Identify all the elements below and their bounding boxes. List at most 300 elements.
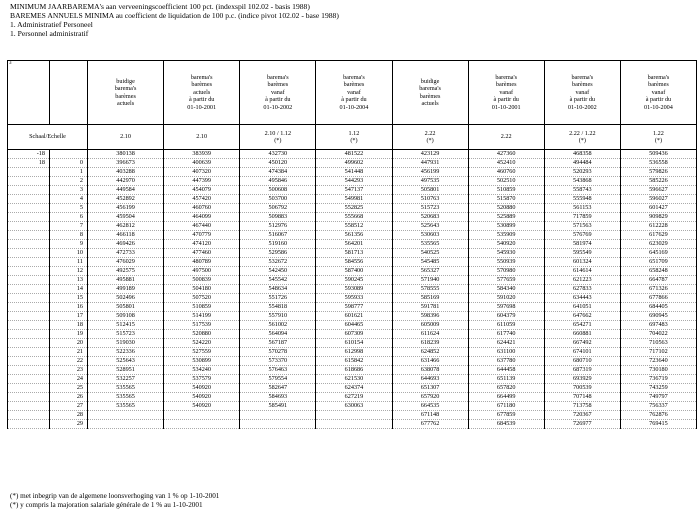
col-header-line: vanaf: [499, 88, 514, 96]
salary-cell: 591020: [468, 293, 544, 302]
salary-cell: 525889: [468, 212, 544, 221]
salary-cell: 664499: [468, 392, 544, 401]
salary-cell: 500839: [164, 275, 240, 284]
step-cell: 14: [50, 284, 88, 293]
col-header-line: barèmes: [267, 81, 289, 89]
salary-cell: 540920: [164, 383, 240, 392]
grade-cell: [8, 338, 50, 347]
salary-cell: 561153: [544, 203, 620, 212]
salary-cell: 690945: [620, 311, 696, 320]
salary-cell: 558743: [544, 185, 620, 194]
step-cell: 15: [50, 293, 88, 302]
salary-cell: 495846: [240, 176, 316, 185]
col-header-line: barema's: [571, 73, 594, 81]
salary-cell: 664787: [620, 275, 696, 284]
salary-cell: 736719: [620, 374, 696, 383]
step-cell: 25: [50, 383, 88, 392]
salary-cell: 544293: [316, 176, 392, 185]
step-cell: 9: [50, 239, 88, 248]
salary-cell: 591781: [392, 302, 468, 311]
salary-cell: 647662: [544, 311, 620, 320]
grade-cell: [8, 347, 50, 356]
salary-cell: 597698: [468, 302, 544, 311]
col-header-line: barema's: [190, 73, 213, 81]
table-row: [8, 248, 697, 257]
salary-cell: 595933: [316, 293, 392, 302]
schaal-note: (*): [274, 137, 282, 144]
schaal-value: [392, 125, 468, 150]
salary-cell: 720367: [544, 410, 620, 419]
table-row: [8, 356, 697, 365]
salary-cell: 618239: [392, 338, 468, 347]
salary-cell: 598396: [392, 311, 468, 320]
step-cell: 23: [50, 365, 88, 374]
salary-cell: 503700: [240, 194, 316, 203]
salary-cell: 618686: [316, 365, 392, 374]
salary-cell: 472733: [88, 248, 164, 257]
salary-cell: 497500: [164, 266, 240, 275]
salary-cell: 644458: [468, 365, 544, 374]
table-row: [8, 374, 697, 383]
salary-cell: 510763: [392, 194, 468, 203]
salary-cell: 677762: [392, 419, 468, 428]
grade-cell: [8, 374, 50, 383]
table-row: [8, 167, 697, 176]
salary-cell: 684539: [468, 419, 544, 428]
salary-table: [7, 60, 697, 429]
col-header-line: barema's: [114, 85, 137, 92]
salary-cell: 638078: [392, 365, 468, 374]
salary-cell: 449584: [88, 185, 164, 194]
salary-cell: 500608: [240, 185, 316, 194]
salary-cell: 576769: [544, 230, 620, 239]
salary-cell: 532257: [88, 374, 164, 383]
grade-cell: [8, 239, 50, 248]
schaal-number: 1.22: [653, 129, 664, 137]
grade-cell: [8, 320, 50, 329]
salary-cell: 624852: [392, 347, 468, 356]
salary-cell: 492575: [88, 266, 164, 275]
table-row: [8, 401, 697, 410]
salary-cell: 743259: [620, 383, 696, 392]
salary-cell: 519030: [88, 338, 164, 347]
col-header-line: barema's: [647, 73, 670, 81]
col-header-line: 01-10-2002: [567, 103, 597, 111]
salary-cell: 593089: [316, 284, 392, 293]
col-header: [392, 61, 468, 125]
grade-cell: [8, 257, 50, 266]
salary-cell: 540525: [392, 248, 468, 257]
grade-cell: [8, 212, 50, 221]
col-header-line: 01-10-2004: [339, 103, 369, 111]
salary-cell: 515723: [392, 203, 468, 212]
table-row: [8, 266, 697, 275]
grade-cell: [8, 329, 50, 338]
salary-cell: 627833: [544, 284, 620, 293]
salary-cell: 495881: [88, 275, 164, 284]
salary-cell: 442970: [88, 176, 164, 185]
col-header-line: 01-10-2004: [644, 103, 673, 111]
corner-cell: [8, 61, 50, 125]
salary-cell: 403288: [88, 167, 164, 176]
salary-cell: [240, 419, 316, 428]
salary-cell: 514199: [164, 311, 240, 320]
salary-cell: 540920: [468, 239, 544, 248]
salary-cell: 481522: [316, 150, 392, 159]
salary-cell: [316, 410, 392, 419]
salary-cell: 693929: [544, 374, 620, 383]
col-header-line: barèmes: [191, 81, 212, 89]
grade-cell: [8, 194, 50, 203]
step-cell: 27: [50, 401, 88, 410]
table-row: [8, 365, 697, 374]
grade-cell: [8, 383, 50, 392]
col-header-line: à partir du: [265, 96, 291, 104]
salary-cell: 631466: [392, 356, 468, 365]
grade-cell: [8, 302, 50, 311]
salary-cell: 611059: [468, 320, 544, 329]
grade-cell: [8, 176, 50, 185]
col-header: [240, 61, 316, 125]
table-row: [8, 194, 697, 203]
salary-cell: 452892: [88, 194, 164, 203]
schaal-number: 2.10 / 1.12: [264, 129, 292, 137]
step-cell: 20: [50, 338, 88, 347]
col-header-line: vanaf: [575, 88, 590, 96]
salary-cell: 383939: [164, 150, 240, 159]
col-header-line: barèmes: [343, 81, 365, 89]
salary-cell: 554818: [240, 302, 316, 311]
salary-cell: 595549: [544, 248, 620, 257]
salary-cell: 582647: [240, 383, 316, 392]
salary-cell: 621530: [316, 374, 392, 383]
salary-cell: 532672: [240, 257, 316, 266]
salary-cell: 697483: [620, 320, 696, 329]
table-row: [8, 419, 697, 428]
salary-cell: 506792: [240, 203, 316, 212]
salary-cell: 579826: [620, 167, 696, 176]
step-cell: 29: [50, 419, 88, 428]
schaal-note: (*): [654, 137, 663, 144]
salary-cell: 509883: [240, 212, 316, 221]
col-header-line: vanaf: [651, 88, 666, 96]
salary-cell: 570980: [468, 266, 544, 275]
salary-cell: [240, 410, 316, 419]
col-header-line: 01-10-2001: [187, 103, 217, 111]
table-row: [8, 185, 697, 194]
salary-cell: 466118: [88, 230, 164, 239]
salary-cell: 470779: [164, 230, 240, 239]
schaal-value: [240, 125, 316, 150]
salary-cell: 499602: [316, 158, 392, 167]
footnote-nl: (*) met inbegrip van de algemene loonsverhoging van 1 % op 1-10-2001: [10, 492, 220, 500]
salary-cell: 571563: [544, 221, 620, 230]
salary-cell: [164, 419, 240, 428]
salary-cell: 605009: [392, 320, 468, 329]
step-cell: 7: [50, 221, 88, 230]
salary-cell: 520293: [544, 167, 620, 176]
table-row: [8, 239, 697, 248]
salary-cell: 552825: [316, 203, 392, 212]
salary-cell: 555948: [544, 194, 620, 203]
salary-cell: 631100: [468, 347, 544, 356]
salary-cell: 657820: [468, 383, 544, 392]
salary-cell: 407320: [164, 167, 240, 176]
salary-cell: 611624: [392, 329, 468, 338]
salary-cell: 624421: [468, 338, 544, 347]
document-header: [10, 2, 339, 38]
salary-cell: 535565: [88, 383, 164, 392]
table-row: [8, 329, 697, 338]
salary-cell: 687319: [544, 365, 620, 374]
salary-cell: 601324: [544, 257, 620, 266]
salary-cell: 680710: [544, 356, 620, 365]
grade-cell: [8, 230, 50, 239]
step-cell: 16: [50, 302, 88, 311]
salary-cell: 581713: [316, 248, 392, 257]
schaal-value: [164, 125, 240, 150]
salary-cell: 456199: [392, 167, 468, 176]
col-header-line: à partir du: [645, 96, 672, 104]
schaal-value: [88, 125, 164, 150]
salary-cell: 460760: [164, 203, 240, 212]
salary-cell: 624374: [316, 383, 392, 392]
salary-cell: 604379: [468, 311, 544, 320]
table-row: [8, 221, 697, 230]
step-cell: 13: [50, 275, 88, 284]
salary-cell: 610154: [316, 338, 392, 347]
salary-cell: 474384: [240, 167, 316, 176]
step-cell: 24: [50, 374, 88, 383]
salary-cell: 427360: [468, 150, 544, 159]
salary-cell: 558512: [316, 221, 392, 230]
salary-cell: 557910: [240, 311, 316, 320]
salary-cell: 684405: [620, 302, 696, 311]
step-cell: 19: [50, 329, 88, 338]
salary-cell: 909829: [620, 212, 696, 221]
step-cell: 6: [50, 212, 88, 221]
salary-cell: 545930: [468, 248, 544, 257]
salary-cell: 545485: [392, 257, 468, 266]
table-row: [8, 275, 697, 284]
table-row: [8, 338, 697, 347]
grade-cell: -18: [8, 150, 50, 159]
salary-cell: 612228: [620, 221, 696, 230]
salary-cell: 459504: [88, 212, 164, 221]
title-nl: MINIMUM JAARBAREMA's aan verveeningscoefficient 100 pct. (indexspil 102.02 - basis 1988): [10, 2, 310, 11]
schaal-note: (*): [350, 137, 358, 144]
salary-cell: 464099: [164, 212, 240, 221]
salary-cell: 543868: [544, 176, 620, 185]
schaal-label: Schaal/Echelle: [8, 125, 88, 150]
step-cell: [50, 150, 88, 159]
footnote-fr: (*) y compris la majoration salariale générale de 1 % au 1-10-2001: [10, 501, 203, 509]
grade-cell: [8, 419, 50, 428]
salary-cell: 497535: [392, 176, 468, 185]
salary-cell: 519160: [240, 239, 316, 248]
salary-cell: 522336: [88, 347, 164, 356]
table-row: [8, 257, 697, 266]
salary-cell: 542450: [240, 266, 316, 275]
table-row: [8, 311, 697, 320]
salary-cell: 545542: [240, 275, 316, 284]
salary-cell: 535565: [88, 392, 164, 401]
salary-cell: 540920: [164, 392, 240, 401]
salary-cell: 658248: [620, 266, 696, 275]
table-row: [8, 383, 697, 392]
salary-cell: 651709: [620, 257, 696, 266]
table-row: [8, 392, 697, 401]
col-header: [88, 61, 164, 125]
salary-cell: 769415: [620, 419, 696, 428]
column-header-row: [8, 61, 697, 125]
salary-cell: 517539: [164, 320, 240, 329]
salary-cell: 525643: [392, 221, 468, 230]
grade-cell: [8, 185, 50, 194]
col-header-line: 01-10-2001: [491, 103, 521, 111]
salary-cell: 456199: [88, 203, 164, 212]
salary-cell: 541448: [316, 167, 392, 176]
salary-cell: 634443: [544, 293, 620, 302]
salary-cell: 555668: [316, 212, 392, 221]
section-fr: 1. Personnel administratif: [10, 29, 89, 38]
salary-cell: 601621: [316, 311, 392, 320]
corner-mark: 3: [9, 61, 12, 66]
salary-cell: 713758: [544, 401, 620, 410]
col-header: [620, 61, 696, 125]
salary-cell: 510859: [468, 185, 544, 194]
step-cell: 22: [50, 356, 88, 365]
grade-cell: [8, 410, 50, 419]
schaal-number: 2.10: [120, 133, 131, 141]
salary-cell: 509108: [88, 311, 164, 320]
table-row: [8, 302, 697, 311]
salary-cell: 548634: [240, 284, 316, 293]
salary-cell: 535565: [392, 239, 468, 248]
grade-cell: [8, 293, 50, 302]
col-header: [164, 61, 240, 125]
grade-cell: [8, 356, 50, 365]
salary-cell: 515870: [468, 194, 544, 203]
step-cell: 3: [50, 185, 88, 194]
salary-cell: 467440: [164, 221, 240, 230]
schaal-number: 2.22: [424, 129, 436, 137]
salary-cell: 502510: [468, 176, 544, 185]
col-header: [316, 61, 392, 125]
salary-cell: 396673: [88, 158, 164, 167]
salary-cell: 494484: [544, 158, 620, 167]
table-row: [8, 150, 697, 159]
salary-cell: 512415: [88, 320, 164, 329]
salary-cell: 551726: [240, 293, 316, 302]
salary-cell: 524220: [164, 338, 240, 347]
col-header-line: barèmes: [572, 81, 593, 89]
salary-cell: 637780: [468, 356, 544, 365]
salary-cell: 630063: [316, 401, 392, 410]
step-cell: 0: [50, 158, 88, 167]
grade-cell: [8, 167, 50, 176]
step-cell: 1: [50, 167, 88, 176]
salary-cell: 540920: [164, 401, 240, 410]
salary-cell: 502496: [88, 293, 164, 302]
col-header-line: barèmes: [115, 92, 136, 100]
salary-cell: 536558: [620, 158, 696, 167]
table-row: [8, 320, 697, 329]
salary-cell: 534240: [164, 365, 240, 374]
col-header: [468, 61, 544, 125]
salary-cell: 530899: [468, 221, 544, 230]
salary-cell: 730180: [620, 365, 696, 374]
step-cell: 8: [50, 230, 88, 239]
salary-cell: 520880: [468, 203, 544, 212]
schaal-number: 1.12: [348, 129, 360, 137]
step-cell: 26: [50, 392, 88, 401]
grade-cell: [8, 248, 50, 257]
salary-cell: 520880: [164, 329, 240, 338]
table-row: [8, 176, 697, 185]
col-header-line: buidige: [116, 77, 135, 85]
salary-cell: 700539: [544, 383, 620, 392]
salary-cell: 499189: [88, 284, 164, 293]
salary-cell: 477460: [164, 248, 240, 257]
step-cell: 17: [50, 311, 88, 320]
salary-cell: 707148: [544, 392, 620, 401]
salary-cell: 462812: [88, 221, 164, 230]
salary-cell: 525643: [88, 356, 164, 365]
grade-cell: [8, 266, 50, 275]
schaal-value: [468, 125, 544, 150]
salary-cell: 564201: [316, 239, 392, 248]
salary-cell: 717102: [620, 347, 696, 356]
salary-cell: 579554: [240, 374, 316, 383]
schaal-number: 2.22: [500, 133, 512, 141]
salary-cell: 654271: [544, 320, 620, 329]
salary-cell: 527559: [164, 347, 240, 356]
step-cell: 21: [50, 347, 88, 356]
step-cell: 5: [50, 203, 88, 212]
salary-cell: 380138: [88, 150, 164, 159]
salary-cell: 749797: [620, 392, 696, 401]
salary-cell: 510859: [164, 302, 240, 311]
salary-cell: [164, 410, 240, 419]
salary-cell: 604465: [316, 320, 392, 329]
salary-cell: 596627: [620, 185, 696, 194]
salary-cell: 447931: [392, 158, 468, 167]
salary-cell: 570278: [240, 347, 316, 356]
salary-cell: [88, 410, 164, 419]
step-cell: 18: [50, 320, 88, 329]
step-cell: 10: [50, 248, 88, 257]
table-row: [8, 347, 697, 356]
salary-cell: 651307: [392, 383, 468, 392]
grade-cell: [8, 311, 50, 320]
title-fr: BAREMES ANNUELS MINIMA au coefficient de liquidation de 100 p.c. (indice pivot 102.02 - base 1988): [10, 11, 339, 20]
salary-cell: 584556: [316, 257, 392, 266]
salary-cell: 651139: [468, 374, 544, 383]
table-row: [8, 293, 697, 302]
salary-cell: 671326: [620, 284, 696, 293]
salary-cell: 530899: [164, 356, 240, 365]
salary-cell: 535909: [468, 230, 544, 239]
section-nl: 1. Administratief Personeel: [10, 20, 93, 29]
salary-cell: 423129: [392, 150, 468, 159]
salary-cell: 454079: [164, 185, 240, 194]
salary-cell: 584340: [468, 284, 544, 293]
salary-cell: 564094: [240, 329, 316, 338]
schaal-number: 2.10: [196, 133, 208, 141]
salary-cell: 571940: [392, 275, 468, 284]
salary-cell: 590245: [316, 275, 392, 284]
